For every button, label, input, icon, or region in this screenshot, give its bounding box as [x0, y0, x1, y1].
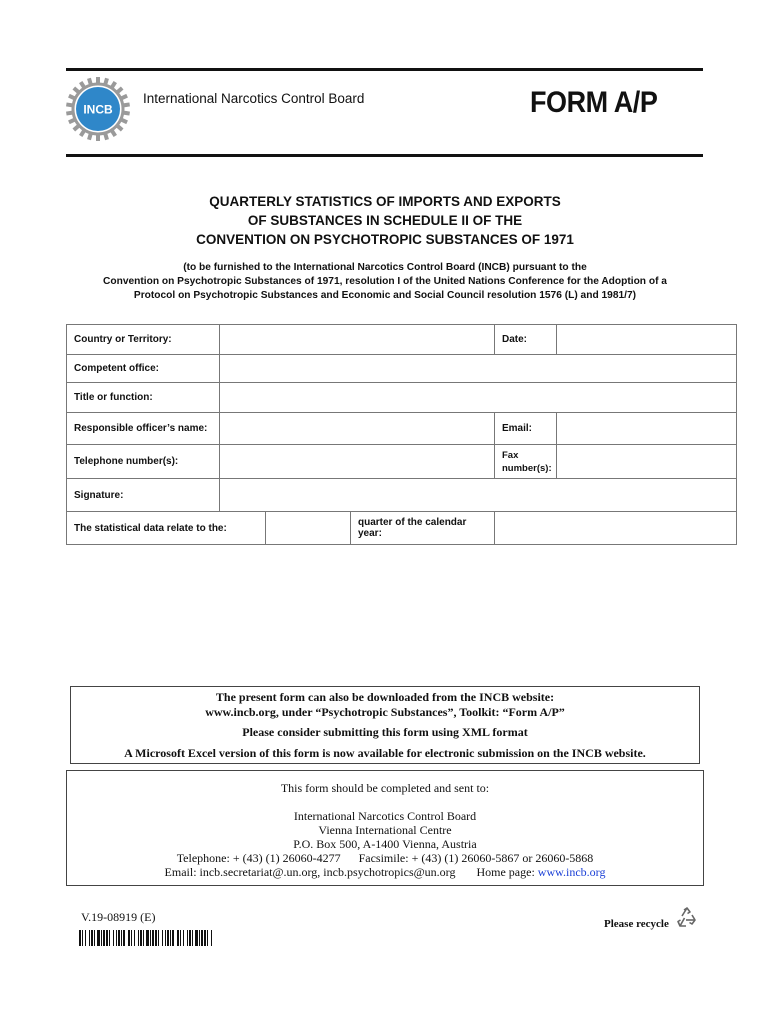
xml-note: Please consider submitting this form using XML format	[242, 725, 528, 739]
version-number: V.19-08919 (E)	[81, 910, 156, 924]
website-info-box	[70, 686, 700, 764]
email-label: Email:	[495, 413, 557, 445]
address-facsimile: Facsimile: + (43) (1) 26060-5867 or 26060-5868	[358, 851, 594, 865]
please-recycle-label: Please recycle	[604, 918, 669, 930]
responsible-officer-input[interactable]	[220, 413, 495, 445]
country-label: Country or Territory:	[67, 325, 220, 355]
calendar-year-input[interactable]	[495, 512, 737, 545]
competent-office-input[interactable]	[220, 355, 737, 383]
barcode	[79, 930, 214, 946]
date-label: Date:	[495, 325, 557, 355]
phone-fax-line	[67, 851, 703, 866]
address-email: Email: incb.secretariat@.un.org, incb.psychotropics@un.org	[164, 865, 456, 879]
telephone-label: Telephone number(s):	[67, 445, 220, 479]
fax-input[interactable]	[557, 445, 737, 479]
homepage-link[interactable]: www.incb.org	[537, 865, 606, 879]
organization-name: International Narcotics Control Board	[143, 91, 365, 106]
contact-details-table	[66, 324, 737, 545]
date-input[interactable]	[557, 325, 737, 355]
top-rule	[66, 68, 703, 71]
address-name: International Narcotics Control Board	[293, 809, 477, 823]
address-po-box: P.O. Box 500, A-1400 Vienna, Austria	[293, 837, 477, 851]
telephone-input[interactable]	[220, 445, 495, 479]
form-title: QUARTERLY STATISTICS OF IMPORTS AND EXPORTS OF SUBSTANCES IN SCHEDULE II OF THE CONVENTION ON PSYCHOTROPIC SUBSTANCES OF 1971	[196, 194, 574, 247]
incb-logo	[64, 75, 132, 143]
address-telephone: Telephone: + (43) (1) 26060-4277	[176, 851, 341, 865]
title-function-input[interactable]	[220, 383, 737, 413]
mailing-address-box	[66, 770, 704, 886]
address-centre: Vienna International Centre	[318, 823, 452, 837]
website-line-2: www.incb.org, under “Psychotropic Substances”, Toolkit: “Form A/P”	[205, 705, 565, 719]
email-homepage-line	[67, 865, 703, 880]
title-function-label: Title or function:	[67, 383, 220, 413]
header-bottom-rule	[66, 154, 703, 157]
website-line-1: The present form can also be downloaded from the INCB website:	[215, 690, 555, 704]
excel-note: A Microsoft Excel version of this form is now available for electronic submission on the INCB website.	[124, 746, 646, 760]
logo-text: INCB	[83, 102, 113, 117]
competent-office-label: Competent office:	[67, 355, 220, 383]
signature-label: Signature:	[67, 479, 220, 512]
quarter-input[interactable]	[266, 512, 351, 545]
homepage-label: Home page:	[476, 865, 535, 879]
fax-label: Fax number(s):	[495, 445, 557, 479]
responsible-officer-label: Responsible officer’s name:	[67, 413, 220, 445]
period-label: The statistical data relate to the:	[67, 512, 266, 545]
calendar-year-label: quarter of the calendar year:	[351, 512, 495, 545]
country-input[interactable]	[220, 325, 495, 355]
form-identifier: FORM A/P	[530, 86, 658, 119]
recycle-icon	[675, 906, 699, 930]
form-subtitle: (to be furnished to the International Narcotics Control Board (INCB) pursuant to the Convention on Psychotropic Substances of 1971, resolution I of the United Nations Conference for the Adoption of a Protocol on Psychotropic Substances and Economic and Social Council resolution 1576 (L) and 1981/7)	[103, 262, 667, 301]
send-intro: This form should be completed and sent to:	[280, 781, 490, 795]
signature-input[interactable]	[220, 479, 737, 512]
email-input[interactable]	[557, 413, 737, 445]
